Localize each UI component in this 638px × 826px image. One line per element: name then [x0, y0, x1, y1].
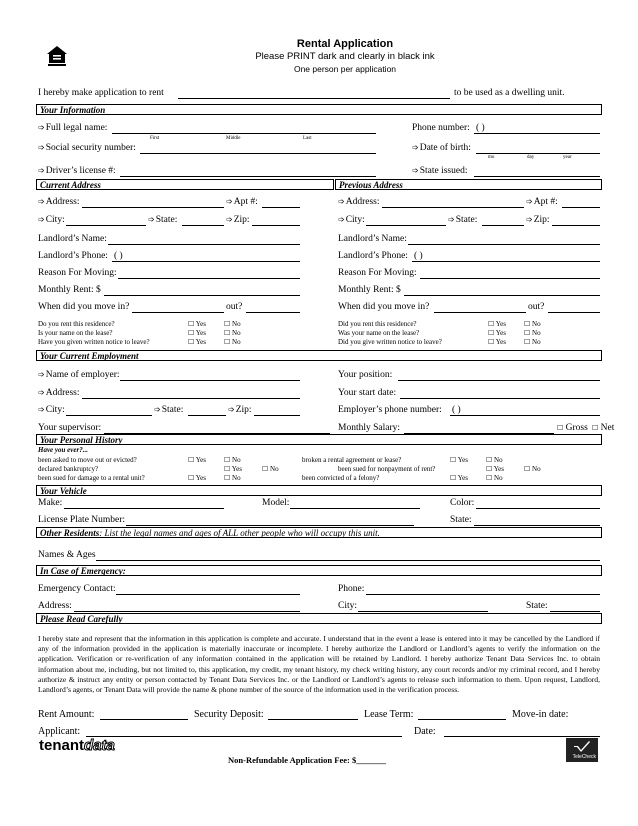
rental-address-field[interactable] — [178, 88, 450, 99]
mo-hint: mo — [488, 155, 495, 160]
cur-reason-field[interactable] — [118, 268, 300, 279]
hist-q4-yes[interactable]: ☐ Yes — [450, 456, 468, 464]
emergency-city-field[interactable] — [358, 601, 488, 612]
ssn-field[interactable] — [140, 143, 376, 154]
prev-q2-no[interactable]: ☐ No — [524, 329, 541, 337]
ssn-label: ➩ Social security number: — [38, 143, 136, 153]
license-field[interactable] — [120, 166, 376, 177]
lease-term-field[interactable] — [418, 709, 506, 720]
section-other-residents: Other Residents: List the legal names and ages of ALL other people who will occupy this unit. — [36, 527, 602, 538]
prev-q3: Did you give written notice to leave? — [338, 338, 442, 346]
prev-q3-yes[interactable]: ☐ Yes — [488, 338, 506, 346]
plate-label: License Plate Number: — [38, 515, 126, 525]
cur-landlord-phone-paren: ( ) — [114, 251, 123, 261]
deposit-field[interactable] — [268, 709, 358, 720]
prev-move-in-field[interactable] — [434, 302, 526, 313]
authorization-text: I hereby state and represent that the information in this application is complete and accurate. I understand that in the event a lease is entered into it may be cancelled by the Landlord if any of the information provided in the application is materially inaccurate or incomplete. I hereby authorize the Landlord or Landlord’s agents to verify the information on the application. Verification or re-verification of any information contained in the application will be retained by Landlord. I hereby authorize Tenant Data Services Inc. to obtain information about me, including, but not limited to, this application, my credit, my tenant history, my check writing history, any court records and/or my criminal record, and I hereby authorize & instruct any entity or person contacted by Tenant Data Services Inc. or the Landlord or Landlord’s agents to release such information to them. Upon request, Landlord, Landlord’s agents, or Tenant Data will provide the name & phone number of the source of the information used in the verification process. — [38, 634, 600, 695]
emergency-contact-field[interactable] — [116, 584, 300, 595]
first-hint: First — [150, 136, 160, 141]
prev-out-field[interactable] — [548, 302, 600, 313]
phone-paren: ( ) — [476, 123, 485, 133]
emp-state-field[interactable] — [188, 405, 226, 416]
prev-city-field[interactable] — [366, 215, 446, 226]
hist-q1: been asked to move out or evicted? — [38, 456, 137, 464]
hist-q3: been sued for damage to a rental unit? — [38, 474, 145, 482]
prev-reason-label: Reason For Moving: — [338, 268, 417, 278]
prev-city-label: ➩ City: — [338, 215, 365, 225]
page-note: One person per application — [293, 64, 397, 74]
cur-apt-field[interactable] — [262, 197, 300, 208]
prev-address-field[interactable] — [382, 197, 524, 208]
cur-q1: Do you rent this residence? — [38, 320, 115, 328]
section-current-employment: Your Current Employment — [36, 350, 602, 361]
section-previous-address: Previous Address — [335, 179, 602, 190]
prev-zip-field[interactable] — [552, 215, 600, 226]
prev-q1-no[interactable]: ☐ No — [524, 320, 541, 328]
cur-city-field[interactable] — [66, 215, 146, 226]
model-field[interactable] — [290, 498, 420, 509]
date-label: Date: — [414, 726, 436, 737]
other-residents-instruction: : List the legal names and ages of ALL other people who will occupy this unit. — [99, 528, 380, 538]
application-fee: Non-Refundable Application Fee: $_______ — [228, 755, 386, 765]
prev-out-label: out? — [528, 302, 545, 312]
prev-zip-label: ➩ Zip: — [526, 215, 550, 225]
section-current-address: Current Address — [36, 179, 334, 190]
prev-landlord-phone-paren: ( ) — [414, 251, 423, 261]
prev-state-label: ➩ State: — [448, 215, 477, 225]
hist-q1-yes[interactable]: ☐ Yes — [188, 456, 206, 464]
prev-rent-label: Monthly Rent: $ — [338, 285, 401, 295]
emp-city-label: ➩ City: — [38, 405, 65, 415]
cur-reason-label: Reason For Moving: — [38, 268, 117, 278]
emergency-state-field[interactable] — [550, 601, 600, 612]
last-hint: Last — [303, 136, 312, 141]
applicant-label: Applicant: — [38, 726, 81, 737]
emp-address-field[interactable] — [82, 388, 300, 399]
prev-address-label: ➩ Address: — [338, 197, 379, 207]
hist-q5-yes[interactable]: ☐ Yes — [486, 465, 504, 473]
cur-q2: Is your name on the lease? — [38, 329, 113, 337]
intro-suffix: to be used as a dwelling unit. — [454, 88, 565, 98]
prev-q2-yes[interactable]: ☐ Yes — [488, 329, 506, 337]
hist-q4-no[interactable]: ☐ No — [486, 456, 503, 464]
hist-q1-no[interactable]: ☐ No — [224, 456, 241, 464]
plate-field[interactable] — [126, 515, 414, 526]
prev-q2: Was your name on the lease? — [338, 329, 420, 337]
cur-state-field[interactable] — [182, 215, 224, 226]
prev-apt-field[interactable] — [562, 197, 600, 208]
prev-q1-yes[interactable]: ☐ Yes — [488, 320, 506, 328]
cur-landlord-name-field[interactable] — [108, 234, 300, 245]
dob-label: ➩ Date of birth: — [412, 143, 471, 153]
prev-landlord-phone-label: Landlord’s Phone: — [338, 251, 408, 261]
tenant-data-logo: tenantdata — [39, 737, 115, 754]
cur-apt-label: ➩ Apt #: — [226, 197, 258, 207]
names-ages-field[interactable] — [96, 550, 600, 561]
model-label: Model: — [262, 498, 290, 508]
rent-amount-label: Rent Amount: — [38, 709, 95, 720]
day-hint: day — [527, 155, 535, 160]
middle-hint: Middle — [226, 136, 241, 141]
section-emergency: In Case of Emergency: — [36, 565, 602, 576]
cur-city-label: ➩ City: — [38, 215, 65, 225]
year-hint: year — [563, 155, 572, 160]
state-issued-field[interactable] — [474, 166, 600, 177]
full-name-field[interactable] — [112, 123, 376, 134]
page-title: Rental Application — [296, 38, 394, 50]
move-in-date-label: Move-in date: — [512, 709, 569, 720]
emp-state-label: ➩ State: — [154, 405, 183, 415]
hist-q3-yes[interactable]: ☐ Yes — [188, 474, 206, 482]
prev-state-field[interactable] — [482, 215, 524, 226]
position-field[interactable] — [398, 370, 600, 381]
page-subtitle: Please PRINT dark and clearly in black ink — [255, 51, 435, 62]
prev-q3-no[interactable]: ☐ No — [524, 338, 541, 346]
prev-landlord-name-field[interactable] — [408, 234, 600, 245]
emp-zip-field[interactable] — [254, 405, 300, 416]
color-label: Color: — [450, 498, 475, 508]
emp-address-label: ➩ Address: — [38, 388, 79, 398]
section-vehicle: Your Vehicle — [36, 485, 602, 496]
emp-phone-paren: ( ) — [452, 405, 461, 415]
cur-move-in-label: When did you move in? — [38, 302, 130, 312]
cur-state-label: ➩ State: — [148, 215, 177, 225]
section-your-information: Your Information — [36, 104, 602, 115]
emergency-city-label: City: — [338, 601, 358, 611]
make-label: Make: — [38, 498, 63, 508]
salary-label: Monthly Salary: — [338, 423, 401, 433]
color-field[interactable] — [476, 498, 600, 509]
dob-field[interactable] — [476, 143, 600, 154]
emp-zip-label: ➩ Zip: — [228, 405, 252, 415]
applicant-field[interactable] — [86, 726, 402, 737]
hist-q4: broken a rental agreement or lease? — [302, 456, 402, 464]
vehicle-state-label: State: — [450, 515, 472, 525]
cur-move-in-field[interactable] — [132, 302, 224, 313]
emergency-contact-label: Emergency Contact: — [38, 584, 116, 594]
employer-label: ➩ Name of employer: — [38, 370, 120, 380]
hist-q2-no[interactable]: ☐ No — [262, 465, 279, 473]
position-label: Your position: — [338, 370, 393, 380]
gross-checkbox[interactable]: ☐ Gross — [557, 423, 588, 433]
hist-q6: been convicted of a felony? — [302, 474, 380, 482]
start-date-label: Your start date: — [338, 388, 397, 398]
supervisor-field[interactable] — [104, 423, 330, 434]
cur-zip-field[interactable] — [252, 215, 300, 226]
lease-term-label: Lease Term: — [364, 709, 414, 720]
prev-rent-field[interactable] — [404, 285, 600, 296]
hist-q5-no[interactable]: ☐ No — [524, 465, 541, 473]
deposit-label: Security Deposit: — [194, 709, 264, 720]
cur-q3-no[interactable]: ☐ No — [224, 338, 241, 346]
cur-q3-yes[interactable]: ☐ Yes — [188, 338, 206, 346]
license-label: ➩ Driver’s license #: — [38, 166, 116, 176]
hist-q2-yes[interactable]: ☐ Yes — [224, 465, 242, 473]
full-name-label: ➩ Full legal name: — [38, 123, 107, 133]
cur-q2-yes[interactable]: ☐ Yes — [188, 329, 206, 337]
prev-reason-field[interactable] — [420, 268, 600, 279]
section-read-carefully: Please Read Carefully — [36, 613, 602, 624]
section-personal-history: Your Personal History — [36, 434, 602, 445]
cur-address-label: ➩ Address: — [38, 197, 79, 207]
hist-q6-yes[interactable]: ☐ Yes — [450, 474, 468, 482]
telecheck-mark-icon — [574, 741, 590, 752]
vehicle-state-field[interactable] — [474, 515, 600, 526]
phone-label: Phone number: — [412, 123, 470, 133]
prev-apt-label: ➩ Apt #: — [526, 197, 558, 207]
make-field[interactable] — [64, 498, 224, 509]
salary-field[interactable] — [404, 423, 554, 434]
cur-landlord-phone-label: Landlord’s Phone: — [38, 251, 108, 261]
emergency-phone-field[interactable] — [366, 584, 600, 595]
emergency-address-field[interactable] — [74, 601, 300, 612]
cur-q2-no[interactable]: ☐ No — [224, 329, 241, 337]
cur-out-field[interactable] — [246, 302, 300, 313]
cur-q3: Have you given written notice to leave? — [38, 338, 150, 346]
cur-landlord-phone-field[interactable] — [112, 251, 300, 262]
emergency-address-label: Address: — [38, 601, 72, 611]
phone-field[interactable] — [474, 123, 600, 134]
cur-q1-yes[interactable]: ☐ Yes — [188, 320, 206, 328]
start-date-field[interactable] — [400, 388, 600, 399]
state-issued-label: ➩ State issued: — [412, 166, 467, 176]
date-field[interactable] — [444, 726, 600, 737]
net-checkbox[interactable]: ☐ Net — [592, 423, 615, 433]
emergency-phone-label: Phone: — [338, 584, 365, 594]
cur-address-field[interactable] — [82, 197, 224, 208]
cur-rent-field[interactable] — [104, 285, 300, 296]
cur-zip-label: ➩ Zip: — [226, 215, 250, 225]
emp-phone-field[interactable] — [450, 405, 600, 416]
cur-rent-label: Monthly Rent: $ — [38, 285, 101, 295]
prev-landlord-name-label: Landlord’s Name: — [338, 234, 407, 244]
emergency-state-label: State: — [526, 601, 548, 611]
have-you-ever: Have you ever?... — [38, 446, 88, 454]
cur-q1-no[interactable]: ☐ No — [224, 320, 241, 328]
employer-field[interactable] — [120, 370, 300, 381]
intro-label: I hereby make application to rent — [38, 88, 164, 98]
hist-q6-no[interactable]: ☐ No — [486, 474, 503, 482]
cur-out-label: out? — [226, 302, 243, 312]
hist-q5: been sued for nonpayment of rent? — [338, 465, 436, 473]
emp-city-field[interactable] — [66, 405, 152, 416]
supervisor-label: Your supervisor: — [38, 423, 102, 433]
emp-phone-label: Employer’s phone number: — [338, 405, 442, 415]
prev-landlord-phone-field[interactable] — [412, 251, 600, 262]
rent-amount-field[interactable] — [100, 709, 188, 720]
hist-q3-no[interactable]: ☐ No — [224, 474, 241, 482]
names-ages-label: Names & Ages — [38, 550, 96, 560]
cur-landlord-name-label: Landlord’s Name: — [38, 234, 107, 244]
prev-q1: Did you rent this residence? — [338, 320, 417, 328]
prev-move-in-label: When did you move in? — [338, 302, 430, 312]
telecheck-logo: TeleCheck — [566, 738, 598, 762]
equal-housing-icon — [46, 45, 68, 67]
hist-q2: declared bankruptcy? — [38, 465, 99, 473]
